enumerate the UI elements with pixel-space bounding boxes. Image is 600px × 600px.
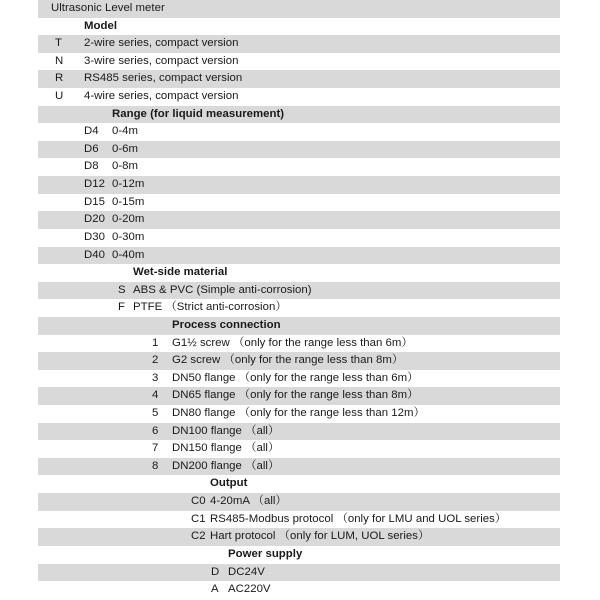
option-code: D15 [84, 195, 105, 208]
option-code: D20 [84, 213, 105, 226]
row-cells [0, 247, 600, 265]
option-code: C2 [191, 530, 206, 543]
option-code: D6 [84, 142, 99, 155]
row-cells [0, 70, 600, 88]
section-heading-label: Ultrasonic Level meter [51, 2, 165, 14]
section-heading-label: Wet-side material [133, 266, 228, 279]
option-description: 0-12m [112, 178, 145, 191]
row-cells [0, 387, 600, 405]
option-row [0, 53, 600, 71]
row-cells [0, 141, 600, 159]
option-description: Hart protocol （only for LUM, UOL series） [210, 530, 430, 543]
option-code: D [211, 565, 220, 578]
option-row [0, 88, 600, 106]
option-description: 0-6m [112, 142, 139, 155]
row-cells [0, 158, 600, 176]
option-row [0, 247, 600, 265]
row-cells [0, 405, 600, 423]
option-row [0, 352, 600, 370]
option-code: 2 [152, 354, 159, 367]
option-row [0, 581, 600, 599]
option-row [0, 176, 600, 194]
option-row [0, 440, 600, 458]
section-heading-label: Process connection [172, 318, 281, 331]
option-description: 0-15m [112, 195, 145, 208]
option-row [0, 123, 600, 141]
option-code: 7 [152, 442, 159, 455]
option-code: D12 [84, 178, 105, 191]
option-code: N [55, 54, 64, 67]
row-cells [0, 299, 600, 317]
option-description: ABS & PVC (Simple anti-corrosion) [133, 283, 312, 296]
option-row [0, 423, 600, 441]
option-description: DN200 flange （all） [172, 459, 280, 472]
option-code: F [118, 301, 125, 314]
row-cells [0, 370, 600, 388]
row-cells [0, 423, 600, 441]
row-cells [0, 475, 600, 493]
row-cells [0, 528, 600, 546]
option-description: 0-40m [112, 248, 145, 261]
row-cells [0, 352, 600, 370]
section-heading-row [0, 317, 600, 335]
option-row [0, 35, 600, 53]
option-description: 0-20m [112, 213, 145, 226]
row-cells [0, 88, 600, 106]
option-row [0, 194, 600, 212]
option-row [0, 158, 600, 176]
option-description: 2-wire series, compact version [84, 37, 239, 50]
row-cells [0, 317, 600, 335]
row-cells [0, 53, 600, 71]
option-row [0, 211, 600, 229]
row-cells [0, 35, 600, 53]
option-row [0, 370, 600, 388]
row-cells [0, 546, 600, 564]
option-description: DN50 flange （only for the range less than 6m） [172, 371, 419, 384]
option-code: D8 [84, 160, 99, 173]
option-code: S [118, 283, 126, 296]
option-description: G1½ screw （only for the range less than 6m） [172, 336, 413, 349]
option-description: 4-20mA （all） [210, 495, 287, 508]
row-cells [0, 458, 600, 476]
option-row [0, 458, 600, 476]
option-code: D4 [84, 125, 99, 138]
row-cells [0, 106, 600, 124]
option-code: D40 [84, 248, 105, 261]
option-description: DN100 flange （all） [172, 424, 280, 437]
section-heading-label: Output [210, 477, 248, 490]
row-cells [0, 211, 600, 229]
row-cells [0, 18, 600, 36]
option-row [0, 528, 600, 546]
option-description: 0-30m [112, 230, 145, 243]
option-code: C1 [191, 512, 206, 525]
option-code: 8 [152, 459, 159, 472]
option-code: T [55, 37, 62, 50]
option-code: 5 [152, 407, 159, 420]
option-row [0, 299, 600, 317]
option-row [0, 335, 600, 353]
option-description: DN65 flange （only for the range less than 8m） [172, 389, 419, 402]
option-description: DC24V [228, 565, 265, 578]
section-heading-label: Power supply [228, 547, 303, 560]
row-cells [0, 0, 600, 18]
option-description: PTFE （Strict anti-corrosion） [133, 301, 287, 314]
option-description: DN80 flange （only for the range less than 12m） [172, 407, 425, 420]
option-description: RS485 series, compact version [84, 72, 243, 85]
option-row [0, 229, 600, 247]
row-cells [0, 564, 600, 582]
row-cells [0, 176, 600, 194]
row-cells [0, 264, 600, 282]
row-cells [0, 282, 600, 300]
option-code: 4 [152, 389, 159, 402]
option-row [0, 282, 600, 300]
section-heading-label: Range (for liquid measurement) [112, 107, 285, 120]
option-row [0, 564, 600, 582]
option-row [0, 511, 600, 529]
option-description: 3-wire series, compact version [84, 54, 239, 67]
section-heading-row [0, 18, 600, 36]
option-code: C0 [191, 495, 206, 508]
option-description: 4-wire series, compact version [84, 90, 239, 103]
option-row [0, 405, 600, 423]
option-code: U [55, 90, 64, 103]
row-cells [0, 194, 600, 212]
option-description: 0-8m [112, 160, 139, 173]
row-cells [0, 581, 600, 599]
option-code: A [211, 583, 219, 596]
option-description: 0-4m [112, 125, 139, 138]
option-description: AC220V [228, 583, 271, 596]
section-heading-label: Model [84, 19, 118, 32]
option-row [0, 70, 600, 88]
option-code: 6 [152, 424, 159, 437]
option-code: D30 [84, 230, 105, 243]
option-row [0, 493, 600, 511]
row-cells [0, 493, 600, 511]
option-description: DN150 flange （all） [172, 442, 280, 455]
option-row [0, 387, 600, 405]
row-cells [0, 123, 600, 141]
row-cells [0, 511, 600, 529]
row-cells [0, 229, 600, 247]
option-code: 3 [152, 371, 159, 384]
option-description: RS485-Modbus protocol （only for LMU and UOL series） [210, 512, 507, 525]
section-heading-row [0, 546, 600, 564]
section-heading-row [0, 0, 600, 18]
option-row [0, 141, 600, 159]
option-code: 1 [152, 336, 159, 349]
section-heading-row [0, 106, 600, 124]
row-cells [0, 335, 600, 353]
option-description: G2 screw （only for the range less than 8m） [172, 354, 404, 367]
section-heading-row [0, 264, 600, 282]
row-cells [0, 440, 600, 458]
option-code: R [55, 72, 64, 85]
section-heading-row [0, 475, 600, 493]
